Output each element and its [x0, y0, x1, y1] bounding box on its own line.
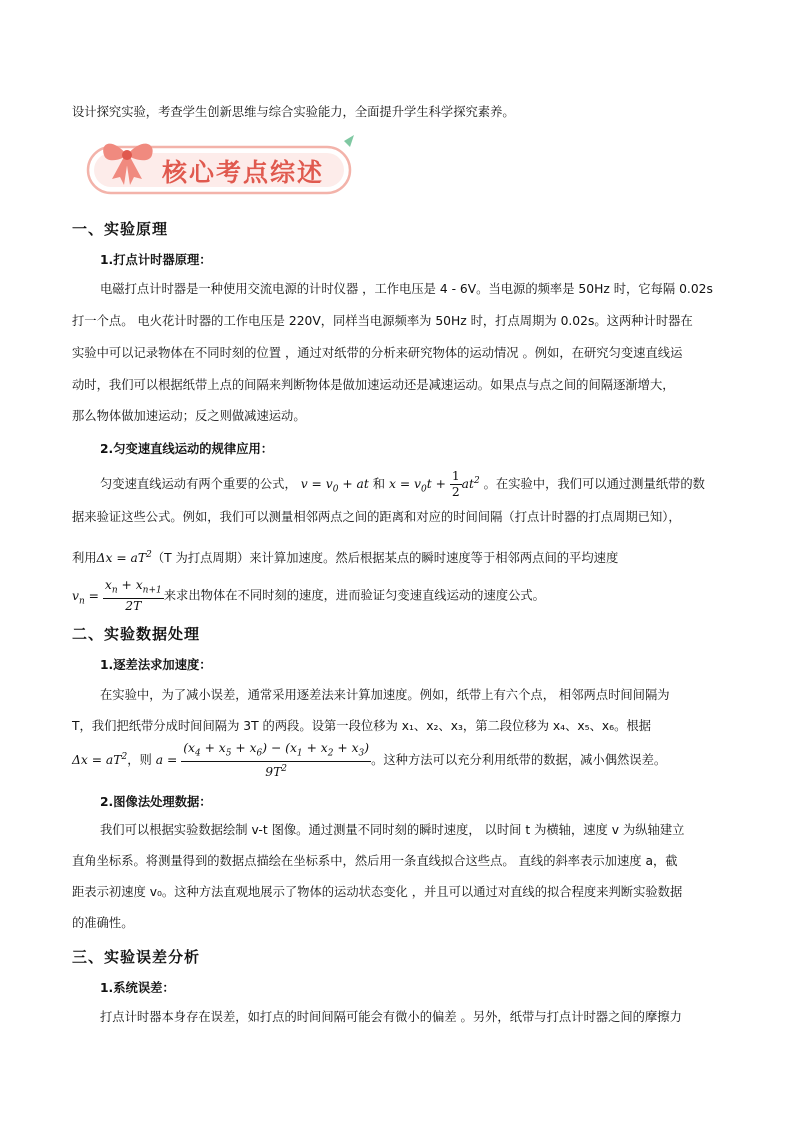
formula-velocity: $v = v_0$ + at: [300, 477, 369, 495]
subheading-successive-difference: 1.逐差法求加速度：: [100, 658, 212, 672]
formula-delta-x: $\Delta x = aT^2$: [96, 550, 152, 566]
paragraph-line: 动时，我们可以根据纸带上点的间隔来判断物体是做加速运动还是减速运动。如果点与点之间的间隔逐渐增大，: [72, 378, 675, 392]
formula-displacement: $x = v_0t$ + $\frac{1}{2}$ $at^2$: [389, 469, 480, 500]
paragraph-line: 打一个点。 电火花计时器的工作电压是 220V，同样当电源频率为 50Hz 时，打点周期为 0.02s。这两种计时器在: [72, 314, 693, 328]
paragraph-line: 实验中可以记录物体在不同时刻的位置 ，通过对纸带的分析来研究物体的运动情况 。例如，在研究匀变速直线运: [72, 346, 683, 360]
paragraph-line: 距表示初速度 v₀。这种方法直观地展示了物体的运动状态变化 ，并且可以通过对直线的拟合程度来判断实验数据: [72, 885, 683, 899]
subheading-graph-method: 2.图像法处理数据：: [100, 795, 212, 809]
subheading-systematic-error: 1.系统误差：: [100, 981, 175, 995]
section-heading-principle: 一、实验原理: [72, 220, 169, 238]
paragraph-line: 直角坐标系。将测量得到的数据点描绘在坐标系中，然后用一条直线拟合这些点。 直线的斜率表示加速度 a，截: [72, 854, 678, 868]
banner-title: 核心考点综述: [162, 158, 325, 187]
subheading-timer-principle: 1.打点计时器原理：: [100, 253, 212, 267]
paragraph-line: T，我们把纸带分成时间间隔为 3T 的两段。设第一段位移为 x₁、x₂、x₃，第二段位移为 x₄、x₅、x₆。根据: [72, 719, 652, 733]
paragraph-line: 据来验证这些公式。例如，我们可以测量相邻两点之间的距离和对应的时间间隔（打点计时器的打点周期已知），: [72, 510, 681, 524]
section-heading-data-processing: 二、实验数据处理: [72, 625, 201, 643]
paragraph-line: 我们可以根据实验数据绘制 v-t 图像。通过测量不同时刻的瞬时速度， 以时间 t 为横轴，速度 v 为纵轴建立: [100, 823, 685, 837]
formula-line: $v_n$ = $\frac{x_n + x_{n+1}}{2T}$ 来求出物体在不同时刻的速度，进而验证匀变速直线运动的速度公式。: [72, 578, 545, 614]
intro-text: 设计探究实验，考查学生创新思维与综合实验能力，全面提升学生科学探究素养。: [72, 105, 515, 119]
formula-line: 匀变速直线运动有两个重要的公式， $v = v_0$ + at 和 $x = v_0t$ + $\frac{1}{2}$ $at^2$ 。在实验中，我们可以通过测量纸带的数: [100, 469, 705, 500]
paragraph-line: 在实验中，为了减小误差，通常采用逐差法来计算加速度。例如，纸带上有六个点， 相邻两点时间间隔为: [100, 688, 670, 702]
subheading-uniform-acceleration: 2.匀变速直线运动的规律应用：: [100, 442, 274, 456]
section-heading-error-analysis: 三、实验误差分析: [72, 948, 201, 966]
formula-line: 利用$\Delta x = aT^2(T$ 为打点周期）来计算加速度。然后根据某点的瞬时速度等于相邻两点间的平均速度: [72, 550, 619, 566]
formula-delta-x: $\Delta x = aT^2$: [72, 752, 128, 768]
formula-line: $\Delta x = aT^2$，则 a = $\frac{(x_4 + x_5 + x_6) - (x_1 + x_2 + x_3)}{9T^2}$ 。这种方法可以充分利用纸带的数据，减小偶然误差。: [72, 740, 667, 780]
paragraph-line: 那么物体做加速运动；反之则做减速运动。: [72, 409, 306, 423]
paragraph-line: 的准确性。: [72, 916, 134, 930]
paragraph-line: 打点计时器本身存在误差，如打点的时间间隔可能会有微小的偏差 。另外，纸带与打点计时器之间的摩擦力: [100, 1010, 682, 1024]
formula-instant-velocity: $v_n$ = $\frac{x_n + x_{n+1}}{2T}$: [72, 578, 162, 614]
formula-acceleration: a = $\frac{(x_4 + x_5 + x_6) - (x_1 + x_2 + x_3)}{9T^2}$: [155, 740, 370, 780]
paragraph-line: 电磁打点计时器是一种使用交流电源的计时仪器 ，工作电压是 4 - 6V。当电源的频率是 50Hz 时，它每隔 0.02s: [100, 282, 713, 296]
